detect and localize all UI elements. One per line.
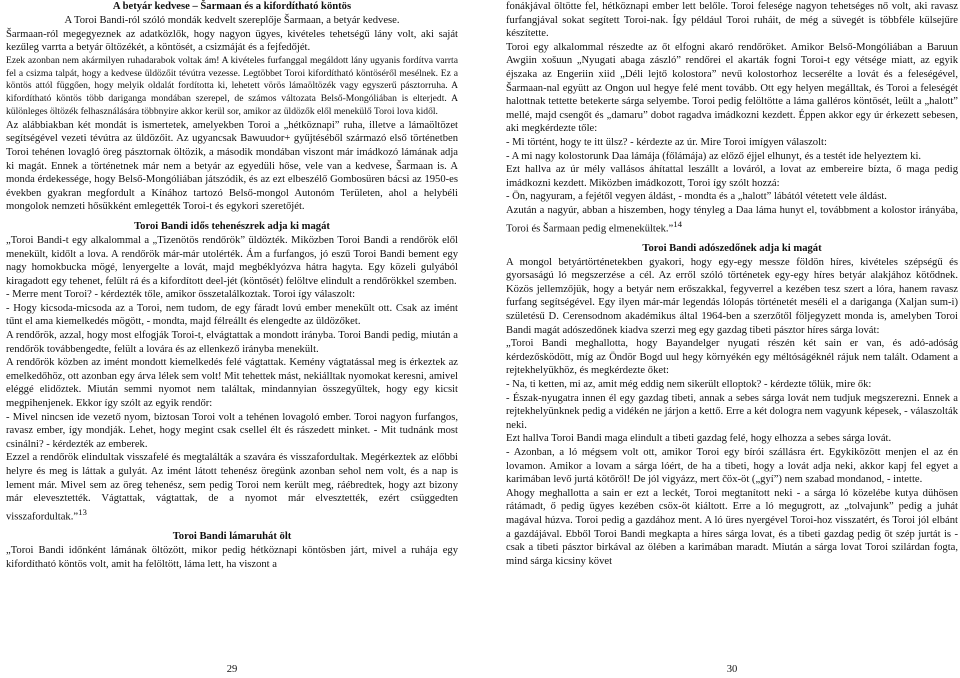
paragraph: „Toroi Bandi időnként lámának öltözött, mikor pedig hétköznapi köntösben járt, mivel a ruhája egy kifordítható köntös volt, amit ha felöltött, láma lett, ha viszont a (6, 544, 458, 570)
paragraph: Šarmaan-ról megegyeznek az adatközlők, hogy nagyon ügyes, kivételes tehetségű lány volt, aki saját kezűleg varrta a betyár öltözékét, a köntösét, a csizmáját és a fejfedőjét. (6, 28, 458, 54)
paragraph: Az alábbiakban két mondát is ismertetek, amelyekben Toroi a „hétköznapi” ruha, illetve a lámaöltözet segítségével vezeti tévútra az üldözőit. Az ugyancsak Bawuudor+ gyűjtéséből származó első történetben Toroi tehénen lovagló öreg pásztornak öltözik, a második mondában viszont már imádkozó lámának adja ki magát. Ennek a történetnek már nem a betyár az egyedüli hőse, vele van a kedvese, Šarmaan is. A monda érdekessége, hogy Belső-Mongóliában játszódik, és az ezt elbeszélő Gombosüren bácsi az 1950-es években gyakran megfordult a Kínához tartozó Belső-mongol Autonóm Területen, ahol a helybéli mongolok nemzeti hősükként emlegették Toroi-t és egykori szeretőjét. (6, 119, 458, 213)
paragraph: fonákjával öltötte fel, hétköznapi ember lett belőle. Toroi felesége nagyon tehetséges nő volt, aki ravasz furfangjával sokat segített Toroi-nak. Így például Toroi ruháit, de még a süvegét is többféle külsejűre készítette. (506, 1, 958, 40)
section-title: Toroi Bandi lámaruhát ölt (172, 530, 292, 542)
paragraph-small: Ezek azonban nem akármilyen ruhadarabok voltak ám! A kivételes furfanggal megáldott lány ugyanis fordítva varrta fel a csizma talpát, hogy a kedvese üldözőit tévútra vezesse. Legtöbbet Toroi kifordítható köntöséről mesélnek. Ez a köntös attól függően, hogy melyik oldalát fordította ki, lehetett vörös lámaöltözék vagy egyszerű pásztorruha. A kifordítható köntös több dariganga mondában szerepel, de számos változata Belső-Mongóliában is elterjedt. A különleges öltözék felhasználására többnyire akkor kerül sor, amikor az üldözők elől menekülő Toroi lova kidől. (6, 54, 458, 117)
paragraph (506, 204, 958, 236)
page-left (6, 0, 458, 678)
paragraph: A rendőrök közben az imént mondott kiemelkedés felé vágtattak. Kemény vágtatással meg is érkeztek az emelkedőhöz, ott azonban egy árva lélek sem volt! Mit tehettek mást, nekiálltak nyomokat keresni, amivel eléggé elidőztek. Miután semmi nyomot nem találtak, mindannyian összegyűltek, hogy egy kicsit megpihenjenek. Ekkor így szólt az egyik rendőr: (6, 357, 458, 410)
paragraph: „Toroi Bandi meghallotta, hogy Bayandelger nyugati részén két sain er van, és adó-adóság kérdezősködött, míg az Öndör Bogd uul hegy környékén egy méltóságéknél rájuk nem talált. Odament a rejtekhelyükhöz, és megkérdezte őket: (506, 338, 958, 377)
paragraph-text: Ezzel a rendőrök elindultak visszafelé és megtalálták a szavára és visszafordultak. Megérkeztek az előbbi helyre és meg is láttak a gulyát. Az imént látott tehenész öregünk azonban sehol nem volt, és a nap is lement már. Mivel sem az öreg tehenész, sem pedig Toroi nem került meg, ráébredtek, hogy azt bizony már elevesztették. Vágtattak, vágtattak, de a nyomot már elvesztették, ezért csüggedten visszafordultak.” (6, 452, 458, 523)
chapter-heading: A betyár kedvese – Šarmaan és a kifordítható köntös (112, 1, 352, 12)
paragraph: - Azonban, a ló mégsem volt ott, amikor Toroi egy bírói szállásra ért. Egykiközött menjen el az én lovamon. Amikor a lovam a sárga lóért, de ha a tibeti, hogy a lovát adja neki, akkor kapj fel egyet a karimában levő jurtá kötőről! De jól vigyázz, mert čöx-öt („gyí”) nem szabad mondanod, - intette. (506, 446, 958, 486)
footnote-ref[interactable]: 14 (673, 218, 683, 229)
paragraph: „Toroi Bandi-t egy alkalommal a „Tizenötös rendőrök” üldözték. Miközben Toroi Bandi a rendőrök elől menekült, kidőlt a lova. A rendőrök már-már utolérték. Ám a furfangos, jó eszű Toroi Bandi bement egy nagy homokbucka mögé, lenyergelte a lovát, majd megbéklyózva hátra hagyta. Egy közeli gulyából kiragadott egy tehenet, felült rá és a kifordított deel-jét (köntösét) felöltve elindult a rendőrökkel szemben. (6, 234, 458, 287)
paragraph (6, 451, 458, 524)
section-title: Toroi Bandi idős tehenészrek adja ki magát (134, 220, 330, 232)
dialog-line: - Mi történt, hogy te itt ülsz? - kérdezte az úr. Mire Toroi imígyen válaszolt: (506, 136, 827, 148)
page-number: 29 (226, 664, 238, 676)
footnote-ref[interactable]: 13 (78, 506, 87, 517)
paragraph: Ezt hallva Toroi Bandi maga elindult a tibeti gazdag felé, hogy elhozza a sebes sárga lovát. (506, 433, 892, 445)
paragraph: Toroi egy alkalommal részedte az őt elfogni akaró rendőröket. Amikor Belső-Mongóliában a Baruun Awgiin xošuun „Nyugati abaga zászló” rendőrei el akarták fogni Toroi-t egy vétsége miatt, az egyik éjszaka az Engeriin xiid „Déli lejtő kolostora” nevű kolostorhoz lecserélte a lovát és a feleségével, Šarmaan-nal együtt az Ongon uul hegye felé ment tovább. Ott egy helyen megálltak, és Toroi a feleségét halottnak tettette betekerte sárga selyembe. Toroi pedig felöltötte a láma galléros köntösét, leült a „halott” mellé, majd csengőt és „damaru” dobot ragadva imádkozni kezdett. Éppen akkor egy úr érkezett sebesen, aki megkérdezte tőle: (506, 41, 958, 135)
paragraph: - Mivel nincsen ide vezető nyom, biztosan Toroi volt a tehénen lovagoló ember. Toroi nagyon furfangos, ravasz ember, így mondják. Lehet, hogy megint csak csellel élt és rászedett minket. - Mit tudnánk most csinálni? - kérdezték az emberek. (6, 411, 458, 450)
dialog-line: - Hogy kicsoda-micsoda az a Toroi, nem tudom, de egy fáradt lovú ember menekült ott. Csak az imént tűnt el ama kiemelkedés mögött, - mondta, majd félreállt és elengedte az üldözőket. (6, 302, 458, 328)
paragraph: A mongol betyártörténetekben gyakori, hogy egy-egy messze földön híres, kivételes szépségű és gyorsaságú ló megszerzése a cél. Az erről szóló történetek egy-egy híres betyár alakjához kötődnek. Közös jellemzőjük, hogy a betyár nem erőszakkal, fegyverrel a kezében tesz szert a lóra, hanem ravasz furfang segítségével. Egy ilyen már-már legendás lólopás történetét meséli el a dariganga (Xaljan sum-i) születésű D. Cerensodnom akadémikus által 1964-ben a szerzőtől följegyzett monda is, amelyben Toroi Bandi magát adószedőnek kiadva szerzi meg egy gazdag tibeti pásztor híres sárga lovát: (506, 256, 958, 336)
dialog-line: - Na, ti ketten, mi az, amit még eddig nem sikerült elloptok? - kérdezte tőlük, mire ők: (506, 378, 872, 390)
dialog-line: - Ön, nagyuram, a fejétől vegyen áldást, - mondta és a „halott” lábától vétetett vele áldást. (506, 191, 887, 203)
dialog-line: - Merre ment Toroi? - kérdezték tőle, amikor összetalálkoztak. Toroi így válaszolt: (6, 289, 356, 301)
section-title: Toroi Bandi adószedőnek adja ki magát (642, 242, 822, 254)
page-right (506, 0, 958, 678)
paragraph: Ahogy meghallotta a sain er ezt a leckét, Toroi megtanított neki - a sárga ló közelébe kutya dühösen rátámadt, ő pedig ügyes kezében csöx-öt kiáltott. Erre a ló megugrott, az „tolvajunk” pedig a juhát magával húzva. Toroi pedig a gazdához ment. A ló üres nyergével Toroi-hoz visszatért, és Toroi jól elbánt a gazdájával. Ebből Toroi Bandi megkapta a híres sárga lovat, és a tibeti gazdag pedig öt szép jurtát is - csak a tibeti pásztor birkával az ölében a karimában maradt. Miután a sárga lovat Toroi szilárdan fogta, mind sárga kicsiny követ (506, 487, 958, 567)
dialog-line: - Észak-nyugatra innen él egy gazdag tibeti, annak a sebes sárga lovát nem tudjuk megszerezni. Ennek a rejtekhelyünknek pedig a vidékén ne járjon a kettő. Erre a két dologra nem vagyunk képesek, - válaszolták neki. (506, 392, 958, 431)
page-number: 30 (726, 664, 738, 676)
dialog-line: - A mi nagy kolostorunk Daa lámája (főlámája) az előző éjjel elhunyt, és a testét ide helyeztem ki. (506, 150, 922, 162)
paragraph-text: Azután a nagyúr, abban a hiszemben, hogy tényleg a Daa láma hunyt el, továbbment a kolostor irányába, Toroi és Šarmaan pedig elmenekültek.” (506, 204, 958, 235)
paragraph: A rendőrök, azzal, hogy most elfogják Toroi-t, elvágtattak a mondott irányba. Toroi Bandi pedig, miután a rendőrök továbbengedte, felült a lovára és az ellenkező irányba menekült. (6, 330, 458, 355)
chapter-subheading: A Toroi Bandi-ról szóló mondák kedvelt szereplője Šarmaan, a betyár kedvese. (64, 15, 400, 26)
paragraph: Ezt hallva az úr mély vallásos áhítattal leszállt a lováról, a lovat az embereire bízta, ő maga pedig imádkozni kezdett. Miközben imádkozott, Toroi így szólt hozzá: (506, 164, 958, 189)
